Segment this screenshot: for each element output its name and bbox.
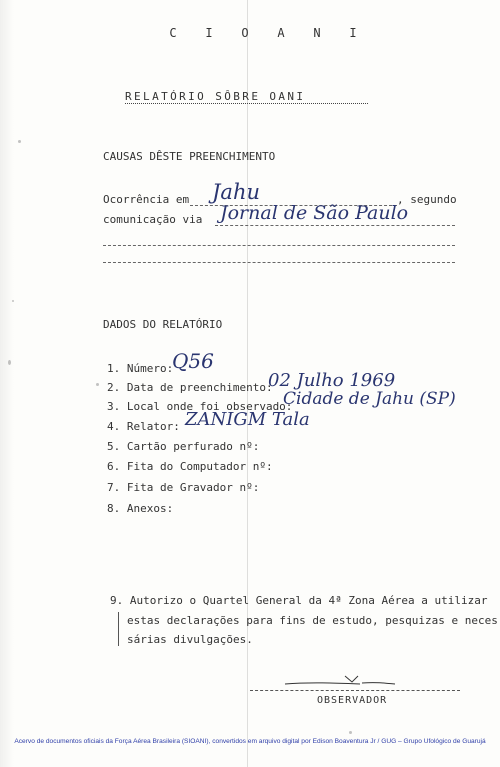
- item-label: 8. Anexos:: [107, 502, 174, 515]
- signature-label: OBSERVADOR: [317, 695, 388, 706]
- segundo-text: , segundo: [397, 193, 457, 206]
- blank-line: [103, 262, 455, 263]
- header-letter: O: [241, 26, 249, 40]
- authorization-line-2: estas declarações para fins de estudo, pesquizas e neces: [127, 614, 498, 627]
- header-letter: N: [313, 26, 321, 40]
- speck: [8, 360, 11, 365]
- header-letter: A: [277, 26, 285, 40]
- item-label: 2. Data de preenchimento:: [107, 381, 273, 394]
- item-label: 1. Número:: [107, 362, 174, 375]
- document-header: [155, 27, 371, 40]
- authorization-line-3: sárias divulgações.: [127, 633, 253, 646]
- header-letter: I: [349, 26, 357, 40]
- item-value-local: Cidade de Jahu (SP): [283, 389, 456, 409]
- occurrence-label: Ocorrência em: [103, 193, 190, 206]
- speck: [12, 300, 14, 302]
- item-value-data: 02 Julho 1969: [268, 370, 396, 391]
- item-label: 5. Cartão perfurado nº:: [107, 440, 260, 453]
- item-label: 4. Relator:: [107, 420, 180, 433]
- authorization-line-1: 9. Autorizo o Quartel General da 4ª Zona Aérea a utilizar: [110, 594, 488, 607]
- item-value-relator: ZANIGM Tala: [185, 409, 310, 430]
- header-letter: I: [205, 26, 213, 40]
- signature-line: [250, 690, 460, 691]
- occurrence-value: Jahu: [212, 180, 260, 204]
- via-line: [215, 225, 455, 226]
- item-label: 6. Fita do Computador nº:: [107, 460, 273, 473]
- via-value: Jornal de São Paulo: [220, 202, 409, 224]
- signature-scribble: [280, 672, 400, 692]
- speck: [349, 731, 352, 734]
- item-label: 7. Fita de Gravador nº:: [107, 481, 260, 494]
- title-underline: [125, 103, 368, 104]
- blank-line: [103, 245, 455, 246]
- via-label: comunicação via: [103, 213, 203, 226]
- margin-mark: [118, 612, 119, 646]
- page-shadow: [0, 0, 14, 767]
- speck: [96, 383, 99, 386]
- speck: [18, 140, 21, 143]
- report-title: RELATÓRIO SÔBRE OANI: [125, 90, 306, 103]
- section-title-causas: CAUSAS DÊSTE PREENCHIMENTO: [103, 150, 276, 163]
- header-letter: C: [169, 26, 177, 40]
- footer-note: Acervo de documentos oficiais da Força Aérea Brasileira (SIOANI), convertidos em arquivo digital por Edison Boaventura Jr / GUG – Grupo Ufológico de Guarujá: [14, 738, 486, 745]
- item-label: 3. Local onde foi observado:: [107, 400, 293, 413]
- section-title-dados: DADOS DO RELATÓRIO: [103, 318, 223, 331]
- item-value-numero: Q56: [172, 349, 214, 373]
